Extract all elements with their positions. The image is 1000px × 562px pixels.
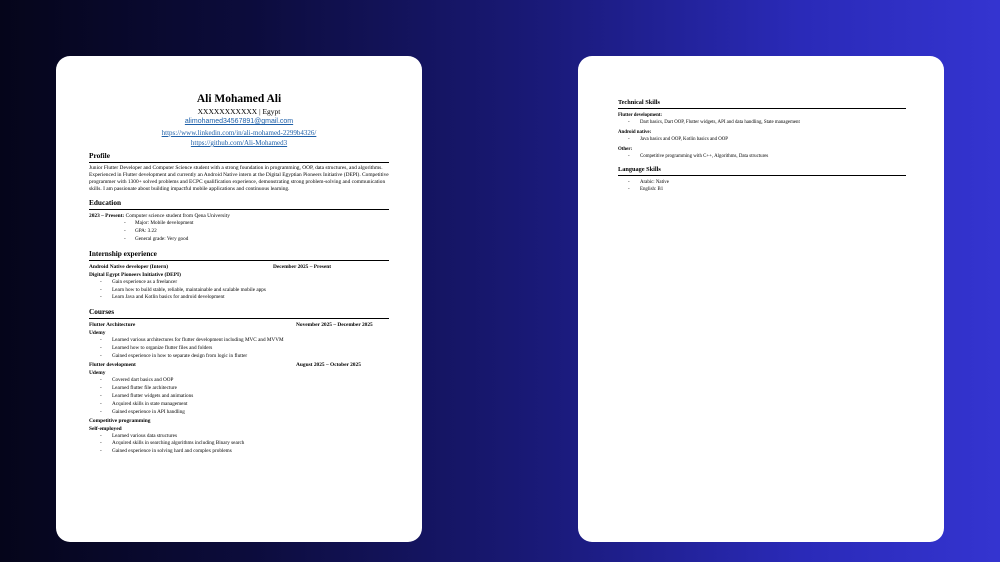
language-item: - English: B1 (618, 186, 906, 193)
course-name: Competitive programming (89, 417, 151, 424)
email-link[interactable]: alimohamed34567891@gmail.com (184, 118, 294, 125)
course-dates: November 2025 – December 2025 (296, 322, 373, 329)
course-bullet: - Learned flutter widgets and animations (89, 393, 389, 401)
internship-heading: Internship experience (89, 249, 389, 261)
github-link[interactable]: https://github.com/Ali-Mohamed3 (190, 139, 288, 147)
course-bullet: - Learned flutter file architecture (89, 385, 389, 393)
course-title-row (89, 321, 389, 329)
course-bullet: - Learned how to organize flutter files and folders (89, 345, 389, 353)
course-bullet: - Acquired skills in searching algorithms including Binary search (89, 440, 389, 448)
contact-line: XXXXXXXXXXX | Egypt (197, 107, 281, 116)
language-item: - Arabic: Native (618, 179, 906, 186)
internship-bullet: - Learn Java and Kotlin basics for android development (89, 294, 389, 302)
internship-role-row (89, 263, 389, 271)
education-detail: - General grade: Very good (89, 236, 389, 244)
course-provider: Udemy (89, 330, 106, 337)
course-dates: August 2025 – October 2025 (296, 362, 361, 369)
course-bullet: - Gained experience in solving hard and complex problems (89, 448, 389, 456)
courses-heading: Courses (89, 307, 389, 319)
skill-group-label: Other: (618, 147, 633, 152)
skill-item: - Competitive programming with C++, Algorithms, Data structures (618, 153, 906, 160)
education-heading: Education (89, 198, 389, 210)
course-bullet: - Covered dart basics and OOP (89, 377, 389, 385)
profile-heading: Profile (89, 151, 389, 163)
technical-skills-heading: Technical Skills (618, 99, 906, 109)
resume-name: Ali Mohamed Ali (196, 93, 282, 105)
education-detail: - Major: Mobile development (89, 220, 389, 228)
internship-org: Digital Egypt Pioneers Initiative (DEPI) (89, 271, 181, 278)
education-detail: - GPA: 3.22 (89, 228, 389, 236)
internship-bullet: - Learn how to build stable, reliable, maintainable and scalable mobile apps (89, 287, 389, 295)
education-description: Computer science student from Qena University (125, 212, 230, 219)
internship-bullet: - Gain experience as a freelancer (89, 279, 389, 287)
course-name: Flutter development (89, 362, 136, 369)
language-skills-heading: Language Skills (618, 166, 906, 176)
education-period: 2023 – Present: (89, 212, 125, 219)
course-bullet: - Learned various architectures for flutter development including MVC and MVVM (89, 337, 389, 345)
course-name: Flutter Architecture (89, 322, 136, 329)
page-2-content (618, 99, 906, 193)
internship-dates: December 2025 – Present (273, 263, 332, 270)
course-bullet: - Gained experience in how to separate design from logic in flutter (89, 353, 389, 361)
course-bullet: - Acquired skills in state management (89, 401, 389, 409)
skill-item: - Java basics and OOP, Kotlin basics and OOP (618, 136, 906, 143)
course-bullet: - Gained experience in API handling (89, 409, 389, 417)
course-provider: Self-employed (89, 425, 122, 432)
linkedin-link[interactable]: https://www.linkedin.com/in/ali-mohamed-2299b4326/ (161, 128, 317, 137)
skill-group-label: Flutter development: (618, 113, 663, 118)
course-title-row (89, 361, 389, 369)
page-1-content (89, 92, 389, 456)
education-entry (89, 212, 389, 220)
course-provider: Udemy (89, 370, 106, 377)
internship-role: Android Native developer (Intern) (89, 263, 169, 270)
profile-text: Junior Flutter Developer and Computer Science student with a strong foundation in programming, OOP, data structures, and algorithms. Experienced in Flutter development and currently an Android Native intern at the Digital Egyptian Pioneers Initiative (DEPI). Competitive programmer with 1300+ solved problems and ECPC qualification experience, demonstrating strong problem-solving and communication skills. I am passionate about building impactful mobile applications and continuous learning. (89, 164, 389, 192)
skill-group-label: Android native: (618, 130, 652, 135)
resume-page-1 (56, 56, 422, 542)
course-title-row (89, 417, 389, 425)
course-bullet: - Learned various data structures (89, 433, 389, 441)
skill-item: - Dart basics, Dart OOP, Flutter widgets, API and data handling, State management (618, 119, 906, 126)
resume-page-2 (578, 56, 944, 542)
